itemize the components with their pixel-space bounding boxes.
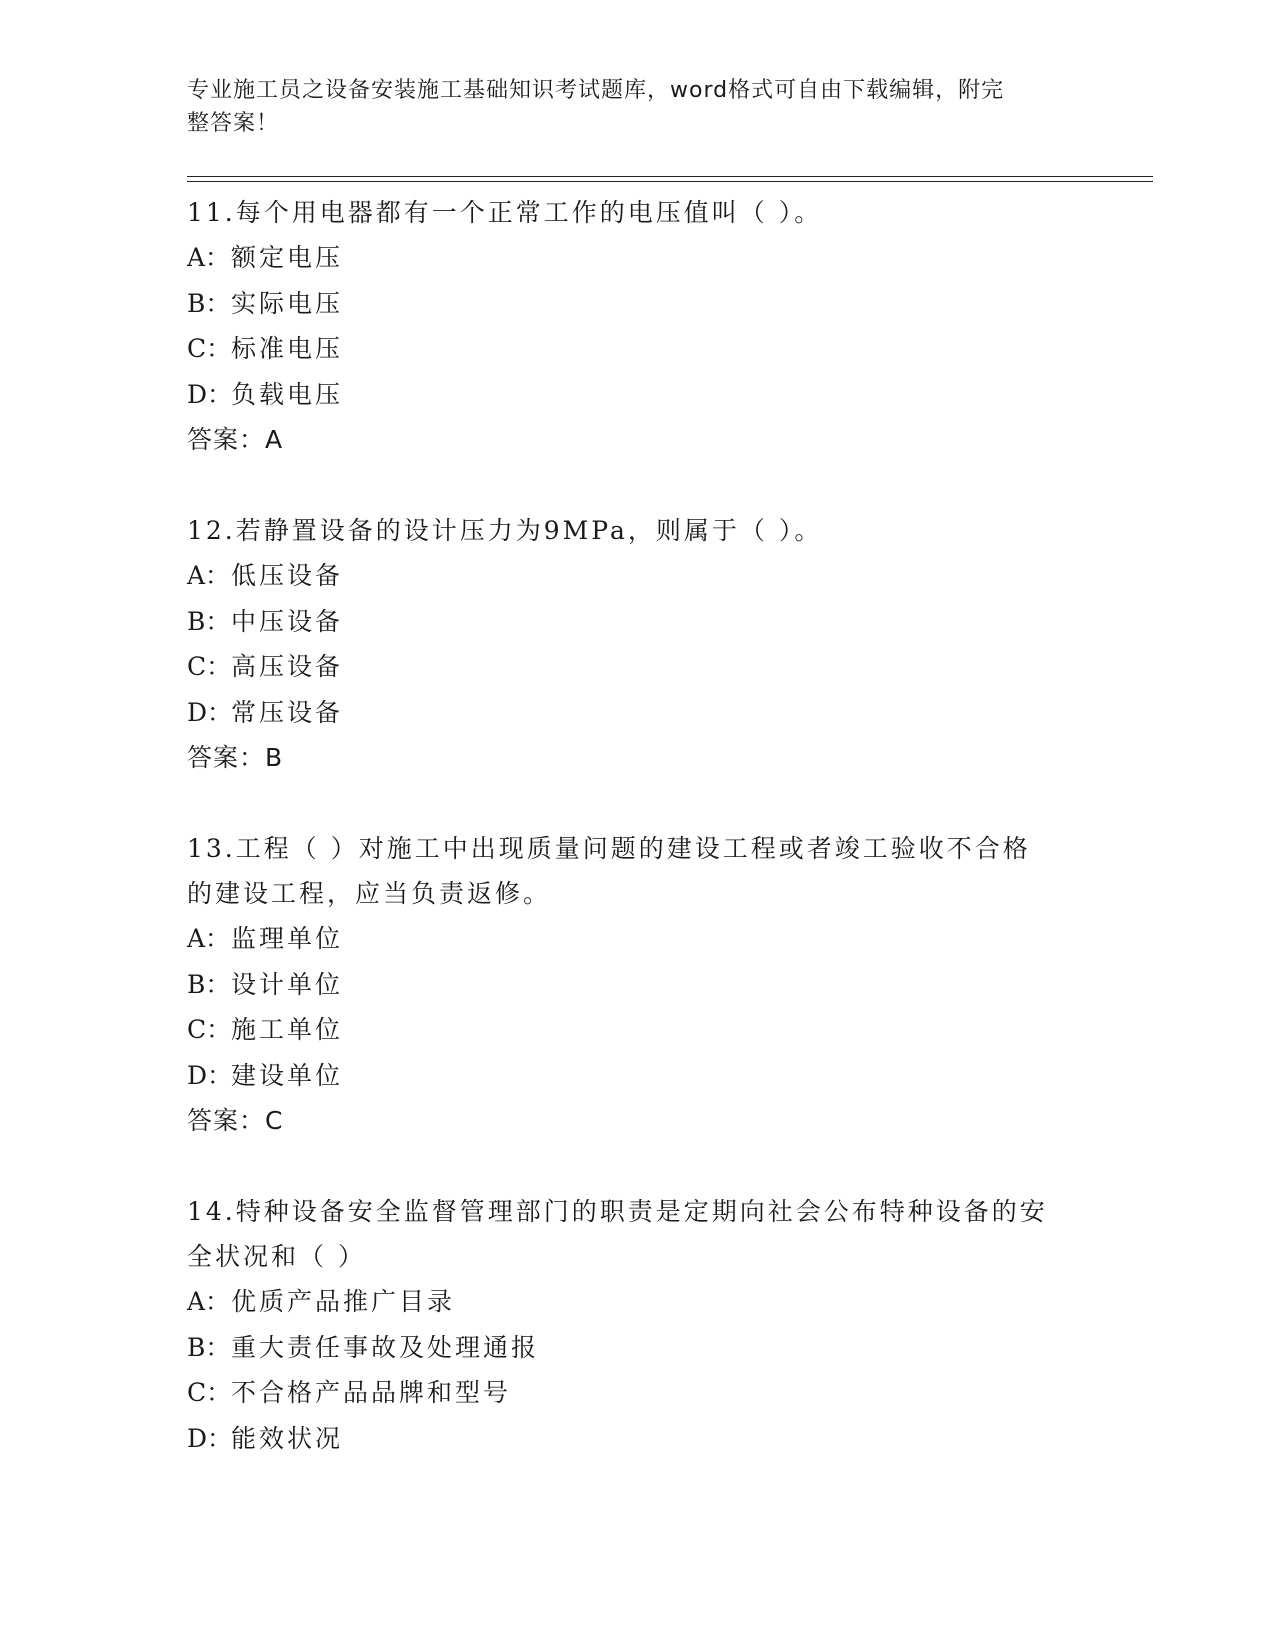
option-key: C：: [187, 652, 232, 681]
question-stem: 14.特种设备安全监督管理部门的职责是定期向社会公布特种设备的安: [187, 1197, 1048, 1226]
header-divider-top: [187, 176, 1153, 177]
option-text: 优质产品推广目录: [231, 1287, 456, 1316]
question-block: [187, 1189, 1087, 1461]
answer-option: [187, 1279, 1087, 1325]
option-text: 额定电压: [231, 243, 344, 272]
answer-option: [187, 1370, 1087, 1416]
answer-option: [187, 962, 1087, 1008]
option-key: B：: [187, 288, 231, 318]
option-key: B：: [187, 969, 231, 999]
document-header: [187, 74, 1067, 140]
answer-option: [187, 644, 1087, 690]
option-key: A：: [187, 561, 231, 590]
answer-option: [187, 1007, 1087, 1053]
answer-option: [187, 1416, 1087, 1462]
option-key: A：: [187, 1287, 231, 1316]
question-stem: 12.若静置设备的设计压力为9MPa，则属于（ ）。: [187, 516, 823, 545]
answer-option: [187, 916, 1087, 962]
question-stem: 全状况和（ ）: [187, 1242, 366, 1271]
answer-option: [187, 326, 1087, 372]
question-stem: 13.工程（ ）对施工中出现质量问题的建设工程或者竣工验收不合格: [187, 834, 1031, 863]
question-block: [187, 826, 1087, 1143]
option-key: D：: [187, 1423, 233, 1453]
option-text: 监理单位: [231, 924, 344, 953]
question-stem: 的建设工程，应当负责返修。: [187, 879, 552, 908]
option-text: 负载电压: [231, 379, 344, 409]
answer-option: [187, 1325, 1087, 1371]
answer-option: [187, 690, 1087, 736]
option-key: A：: [187, 243, 231, 272]
option-key: D：: [187, 379, 233, 409]
option-text: 不合格产品品牌和型号: [231, 1378, 512, 1407]
option-text: 高压设备: [231, 652, 344, 681]
answer-line: 答案：C: [187, 1106, 284, 1135]
answer-line: 答案：B: [187, 743, 284, 772]
question-block: [187, 508, 1087, 780]
answer-option: [187, 1053, 1087, 1099]
option-key: C：: [187, 1378, 232, 1407]
option-text: 施工单位: [231, 1015, 344, 1044]
question-block: [187, 190, 1087, 462]
option-text: 实际电压: [231, 288, 344, 318]
option-text: 设计单位: [231, 969, 344, 999]
option-key: B：: [187, 606, 231, 636]
question-list: [187, 190, 1087, 1507]
option-text: 重大责任事故及处理通报: [231, 1332, 540, 1362]
option-text: 建设单位: [231, 1060, 344, 1090]
answer-option: [187, 281, 1087, 327]
option-key: D：: [187, 697, 233, 727]
option-text: 能效状况: [231, 1423, 344, 1453]
header-divider-bottom: [187, 181, 1153, 182]
option-text: 低压设备: [231, 561, 344, 590]
answer-option: [187, 372, 1087, 418]
answer-option: [187, 235, 1087, 281]
header-line-1: 专业施工员之设备安装施工基础知识考试题库，word格式可自由下载编辑，附完: [187, 78, 1005, 103]
option-key: C：: [187, 334, 232, 363]
answer-option: [187, 553, 1087, 599]
option-key: B：: [187, 1332, 231, 1362]
option-key: D：: [187, 1060, 233, 1090]
question-stem: 11.每个用电器都有一个正常工作的电压值叫（ ）。: [187, 198, 823, 227]
option-key: A：: [187, 924, 231, 953]
answer-line: 答案：A: [187, 425, 284, 454]
answer-option: [187, 599, 1087, 645]
option-text: 中压设备: [231, 606, 344, 636]
option-text: 标准电压: [231, 334, 344, 363]
option-key: C：: [187, 1015, 232, 1044]
option-text: 常压设备: [231, 697, 344, 727]
header-line-2: 整答案！: [187, 111, 280, 136]
